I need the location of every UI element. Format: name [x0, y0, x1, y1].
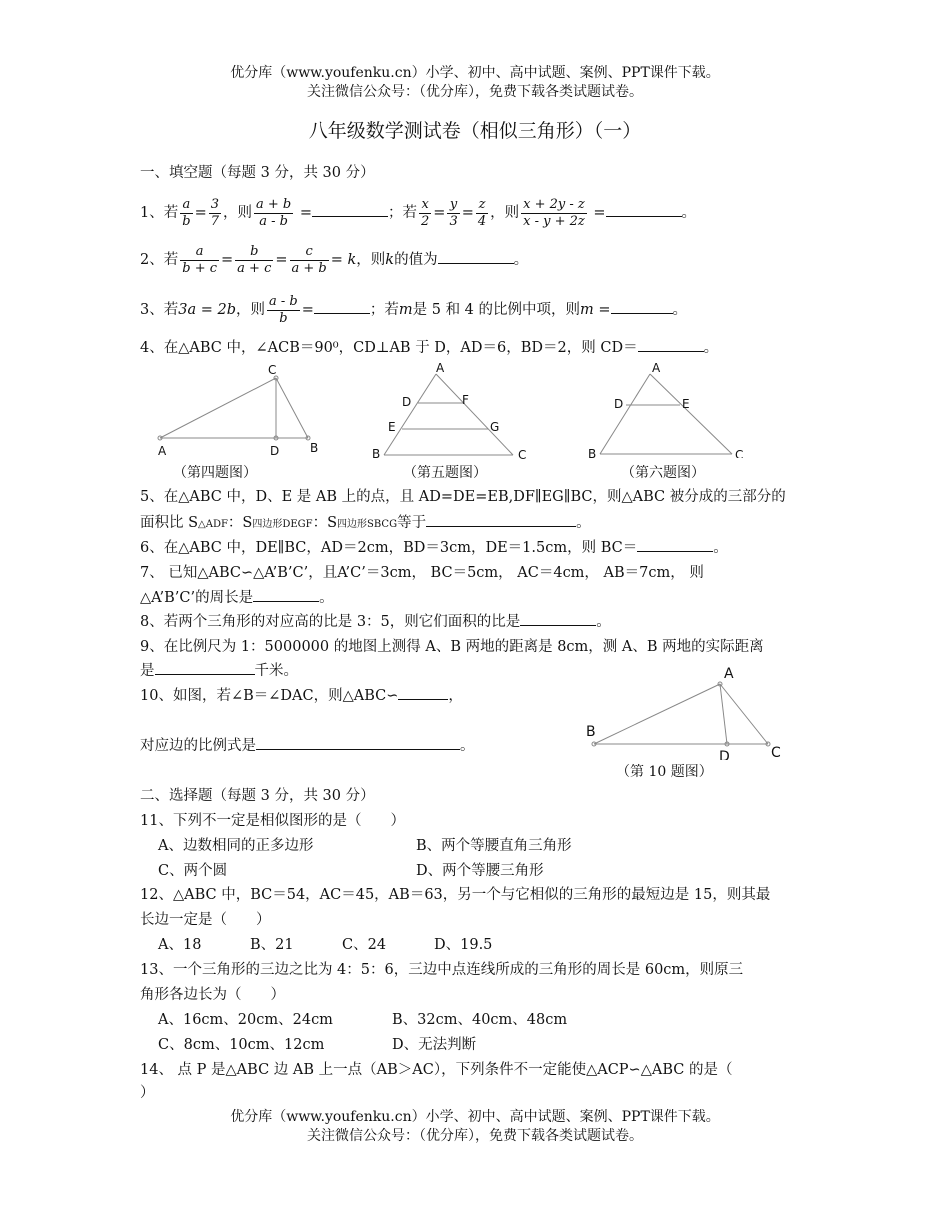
answer-blank[interactable]: [314, 299, 370, 314]
q11-option-b[interactable]: B、两个等腰直角三角形: [416, 838, 572, 854]
header-line-2: 关注微信公众号：（优分库），免费下载各类试题试卷。: [307, 84, 643, 100]
answer-blank[interactable]: [426, 512, 576, 527]
q13-option-c[interactable]: C、8cm、10cm、12cm: [158, 1037, 325, 1053]
fig6-label-D: D: [614, 397, 624, 411]
section1-heading: 一、填空题（每题 3 分，共 30 分）: [140, 165, 375, 181]
q12-option-b[interactable]: B、21: [250, 937, 294, 953]
answer-blank[interactable]: [155, 660, 255, 675]
question-3: 3、若3a = 2b，则 $\frac{a - b}{b}$ = ；若m是 5 和 4 的比例中项，则m = 。: [140, 293, 688, 326]
figure-10-caption: （第 10 题图）: [616, 764, 713, 780]
section2-heading: 二、选择题（每题 3 分，共 30 分）: [140, 788, 375, 804]
question-7-line1: 7、 已知△ABC∽△A’B’C’，且A’C’＝3cm， BC＝5cm， AC＝4cm， AB＝7cm， 则: [140, 565, 704, 581]
question-2: 2、若 $\frac{a}{b + c}$ = $\frac{b}{a + c}$ = $\frac{c}{a + b}$ = k，则k的值为 。: [140, 243, 529, 276]
footer-line-2: 关注微信公众号：（优分库），免费下载各类试题试卷。: [307, 1128, 643, 1144]
figure-4-diagram: [150, 360, 330, 460]
fig5-label-D: D: [402, 395, 412, 409]
answer-blank[interactable]: [312, 202, 388, 217]
fig5-label-G: G: [490, 420, 500, 434]
fig6-label-C: C: [735, 448, 744, 458]
q12-option-c[interactable]: C、24: [342, 937, 387, 953]
fig6-label-B: B: [588, 447, 597, 458]
fig10-label-B: B: [586, 724, 596, 740]
fig4-label-B: B: [310, 441, 319, 455]
question-10-line1: 10、如图，若∠B＝∠DAC，则△ABC∽ ，: [140, 685, 463, 707]
answer-blank[interactable]: [520, 611, 596, 626]
answer-blank[interactable]: [611, 299, 673, 314]
fig10-label-D: D: [719, 749, 730, 760]
question-4: 4、在△ABC 中，∠ACB＝90⁰，CD⊥AB 于 D，AD＝6，BD＝2，则 CD＝ 。: [140, 337, 718, 359]
question-11-stem: 11、下列不一定是相似图形的是（ ）: [140, 813, 405, 829]
fig5-label-E: E: [388, 420, 396, 434]
answer-blank[interactable]: [606, 202, 682, 217]
question-6: 6、在△ABC 中，DE∥BC，AD＝2cm，BD＝3cm，DE＝1.5cm，则 BC＝ 。: [140, 537, 728, 559]
fig10-label-A: A: [724, 666, 734, 682]
question-9-line2: 是 千米。: [140, 660, 298, 682]
q13-option-d[interactable]: D、无法判断: [392, 1037, 477, 1053]
fig6-label-E: E: [682, 397, 690, 411]
answer-blank[interactable]: [438, 249, 514, 264]
fig4-label-C: C: [268, 363, 277, 377]
q12-option-d[interactable]: D、19.5: [434, 937, 493, 953]
q11-option-d[interactable]: D、两个等腰三角形: [416, 863, 544, 879]
fig5-label-F: F: [462, 393, 469, 407]
q12-option-a[interactable]: A、18: [158, 937, 202, 953]
fig4-label-A: A: [158, 444, 167, 458]
fig6-label-A: A: [652, 361, 661, 375]
answer-blank[interactable]: [256, 735, 460, 750]
fig5-label-C: C: [518, 448, 527, 460]
answer-blank[interactable]: [253, 587, 319, 602]
header-line-1: 优分库（www.youfenku.cn）小学、初中、高中试题、案例、PPT课件下载。: [230, 65, 720, 81]
answer-blank[interactable]: [637, 537, 713, 552]
answer-blank[interactable]: [398, 685, 448, 700]
footer-line-1: 优分库（www.youfenku.cn）小学、初中、高中试题、案例、PPT课件下载。: [230, 1109, 720, 1125]
question-5-line2: 面积比 S△ADF：S四边形DEGF：S四边形SBCG等于 。: [140, 512, 591, 536]
fig5-label-A: A: [436, 361, 445, 375]
question-12-line1: 12、△ABC 中，BC＝54，AC＝45，AB＝63，另一个与它相似的三角形的最短边是 15，则其最: [140, 887, 771, 903]
question-9-line1: 9、在比例尺为 1：5000000 的地图上测得 A、B 两地的距离是 8cm，测 A、B 两地的实际距离: [140, 639, 764, 655]
q11-option-a[interactable]: A、边数相同的正多边形: [158, 838, 314, 854]
question-7-line2: △A’B’C’的周长是 。: [140, 587, 334, 609]
question-13-line2: 角形各边长为（ ）: [140, 987, 285, 1003]
figure-5-diagram: [368, 360, 533, 460]
question-5-line1: 5、在△ABC 中，D、E 是 AB 上的点，且 AD=DE=EB,DF∥EG∥BC，则△ABC 被分成的三部分的: [140, 489, 786, 505]
fig5-label-B: B: [372, 447, 381, 460]
question-8: 8、若两个三角形的对应高的比是 3：5，则它们面积的比是 。: [140, 611, 611, 633]
q11-option-c[interactable]: C、两个圆: [158, 863, 228, 879]
fig10-label-C: C: [771, 745, 781, 760]
figure-5-caption: （第五题图）: [403, 465, 487, 481]
q13-option-b[interactable]: B、32cm、40cm、48cm: [392, 1012, 568, 1028]
question-1: 1、若 $\frac{a}{b}$ = $\frac{3}{7}$ ，则 $\frac{a + b}{a - b}$ = ；若 $\frac{x}{2}$ = $\frac{y}{3}$ = $\frac{z}{4}$ ，则 $\frac{x + 2y - z}{x - y + 2z}$ = 。: [140, 196, 697, 229]
question-10-line2: 对应边的比例式是 。: [140, 735, 475, 757]
page-title: 八年级数学测试卷（相似三角形）（一）: [308, 120, 642, 142]
question-14-line1: 14、 点 P 是△ABC 边 AB 上一点（AB＞AC），下列条件不一定能使△ACP∽△ABC 的是（: [140, 1062, 733, 1078]
figure-6-diagram: [582, 358, 752, 458]
figure-10-diagram: [582, 660, 792, 760]
question-14-line2: ）: [140, 1085, 155, 1101]
answer-blank[interactable]: [638, 337, 704, 352]
fig4-label-D: D: [270, 444, 280, 458]
figure-4-caption: （第四题图）: [173, 465, 257, 481]
q13-option-a[interactable]: A、16cm、20cm、24cm: [158, 1012, 333, 1028]
figure-6-caption: （第六题图）: [621, 465, 705, 481]
question-12-line2: 长边一定是（ ）: [140, 912, 271, 928]
question-13-line1: 13、一个三角形的三边之比为 4：5：6，三边中点连线所成的三角形的周长是 60cm，则原三: [140, 962, 744, 978]
